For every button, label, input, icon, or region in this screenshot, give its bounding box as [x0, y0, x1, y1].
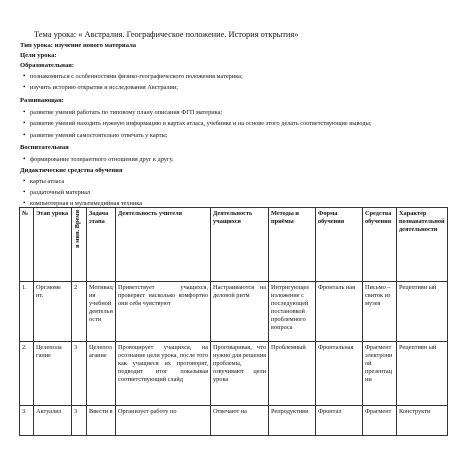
header-number: № — [20, 208, 34, 282]
cell-methods: Интригующее изложение с последующей постановкой проблемного вопроса — [269, 282, 316, 342]
developing-item: • развитие умений работать по типовому плану описания ФГП материка; — [30, 109, 222, 116]
header-tools: Средства обучения — [363, 208, 397, 282]
cell-tools: Письмо – свиток из музея — [363, 282, 397, 342]
header-form: Форма обучения — [316, 208, 363, 282]
cell-time: 2 — [72, 282, 87, 342]
table-header-row — [20, 208, 448, 282]
table-row — [20, 406, 448, 436]
cell-student-activity: Проговаривая, что нужно для решения проблемы, озвучивают цели урока — [211, 342, 269, 406]
upbringing-item: • формирование толерантного отношения друг к другу. — [30, 156, 174, 163]
header-student-activity: Деятельность учащихся — [211, 208, 269, 282]
cell-stage: Актуализ — [34, 406, 72, 436]
table-row — [20, 282, 448, 342]
upbringing-heading: Воспитательная — [20, 144, 69, 151]
cell-task: Мотивац ия учебной деятельн ости — [87, 282, 116, 342]
header-cognitive-character: Характер познавательной деятельности — [397, 208, 448, 282]
cell-teacher-activity: Приветствует учащихся, проверяет насколько комфортно они себя чувствуют — [116, 282, 211, 342]
developing-heading: Развивающая: — [20, 97, 64, 104]
header-teacher-activity: Деятельность учителя — [116, 208, 211, 282]
cell-form: Фронтал — [316, 406, 363, 436]
cell-methods: Проблемный — [269, 342, 316, 406]
educational-item: • познакомиться с особенностями физико-географического положения материка; — [30, 73, 243, 80]
cell-time: 3 — [72, 342, 87, 406]
cell-number: 3. — [20, 406, 34, 436]
lesson-type: Тип урока: изучение нового материала — [20, 42, 137, 49]
header-time-label: в мин. Время — [74, 210, 81, 248]
header-methods: Методы и приёмы — [269, 208, 316, 282]
cell-tools: Фрагмент — [363, 406, 397, 436]
header-task: Задача этапа — [87, 208, 116, 282]
header-stage: Этап урока — [34, 208, 72, 282]
header-time — [72, 208, 87, 282]
goals-heading: Цели урока: — [20, 52, 57, 59]
table-row — [20, 342, 448, 406]
developing-item: • развитие умений самостоятельно отвечать у карты; — [30, 132, 167, 139]
cell-teacher-activity: Провоцирует учащихся, на осознание цели урока, после того как учащиеся их проговорят, подводит итог показывая соответствующий слайд — [116, 342, 211, 406]
cell-number: 2. — [20, 342, 34, 406]
lesson-plan-table — [19, 207, 448, 436]
materials-item: • карты атласа — [30, 178, 64, 185]
cell-task: Целепол агание — [87, 342, 116, 406]
developing-item: • развитие умений находить нужную информацию в картах атласа, учебнике и на основе этого делать соответствующие выводы; — [30, 120, 372, 127]
cell-cognitive-character: Рецептивн ый — [397, 282, 448, 342]
educational-heading: Образовательная: — [20, 62, 75, 69]
cell-time: 3 — [72, 406, 87, 436]
lesson-topic-title: Тема урока: « Австралия. Географическое положение. История открытия» — [34, 30, 299, 39]
cell-cognitive-character: Рецептивн ый — [397, 342, 448, 406]
cell-task: Ввести в — [87, 406, 116, 436]
cell-methods: Репродуктивн — [269, 406, 316, 436]
materials-heading: Дидактические средства обучения — [20, 167, 123, 174]
cell-stage: Целепола гание — [34, 342, 72, 406]
cell-teacher-activity: Организует работу по — [116, 406, 211, 436]
materials-item: • компьютерная и мультимедийная техника — [30, 200, 142, 207]
cell-student-activity: Настраиваются на деловой ритм — [211, 282, 269, 342]
cell-cognitive-character: Конструкти — [397, 406, 448, 436]
cell-form: Фронталь ная — [316, 282, 363, 342]
educational-item: • изучить историю открытия и исследования Австралии; — [30, 84, 178, 91]
cell-student-activity: Отвечают на — [211, 406, 269, 436]
cell-tools: Фрагмент электронн ой презентац ии — [363, 342, 397, 406]
cell-stage: Орг.моме нт. — [34, 282, 72, 342]
cell-number: 1. — [20, 282, 34, 342]
materials-item: • раздаточный материал — [30, 189, 90, 196]
cell-form: Фронтальная — [316, 342, 363, 406]
